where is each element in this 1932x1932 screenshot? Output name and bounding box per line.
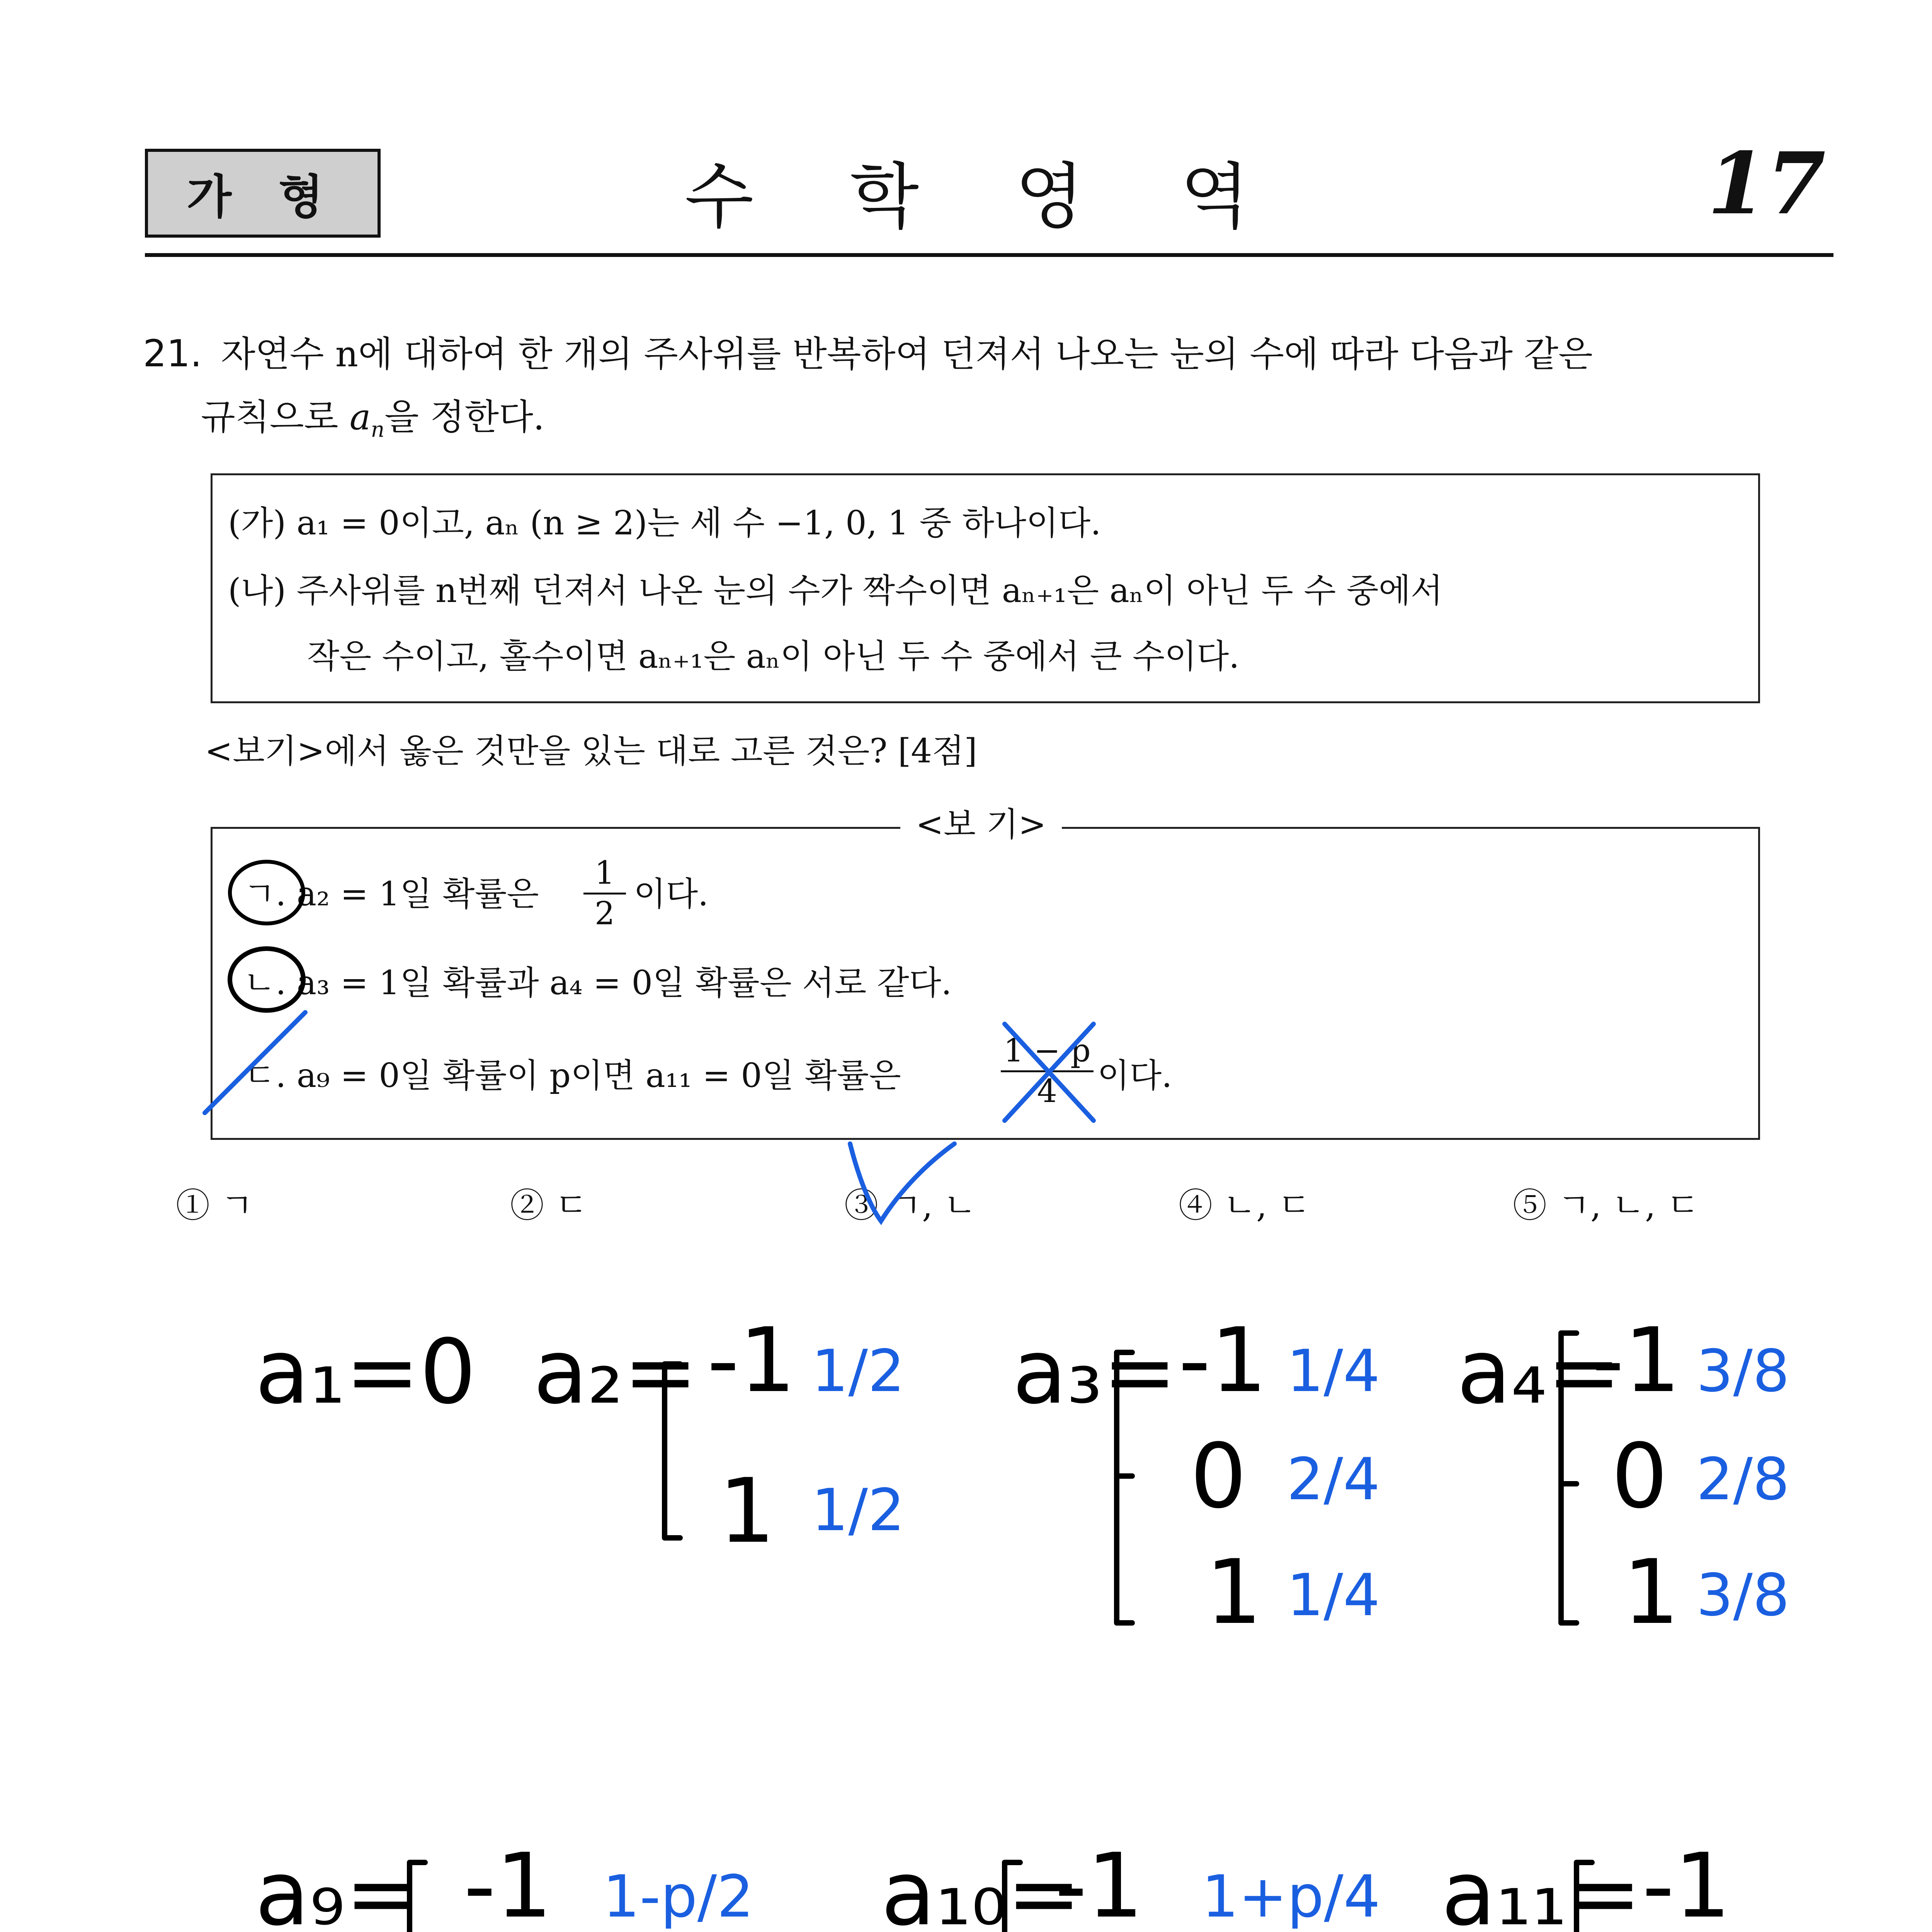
hw-a3-prob-1: 2/4: [1287, 1446, 1380, 1513]
bogi-item-3-end: 이다.: [1097, 1056, 1172, 1095]
hw-a4-prob-0: 3/8: [1696, 1338, 1790, 1405]
condition-ga: (가) a₁ = 0이고, aₙ (n ≥ 2)는 세 수 −1, 0, 1 중 하나이다.: [228, 504, 1101, 543]
question-stem-line2: 규칙으로 $a_n$을 정한다.: [201, 396, 545, 442]
bogi-item-3: ㄷ. a₉ = 0일 확률이 p이면 a₁₁ = 0일 확률은: [243, 1056, 901, 1095]
hw-a3-value-0: -1: [1179, 1309, 1267, 1412]
hw-a3-value-2: 1: [1206, 1541, 1262, 1644]
hw-a3-label: a₃=: [1012, 1321, 1177, 1424]
choice-3[interactable]: ③ ㄱ, ㄴ: [844, 1185, 976, 1225]
hw-a2-prob-0: 1/2: [811, 1338, 905, 1405]
hw-a2-value-0: -1: [707, 1309, 796, 1412]
handwritten-work: [0, 1275, 1932, 1932]
question-number: 21.: [143, 332, 202, 375]
hw-a1: a₁=0: [255, 1321, 476, 1424]
hw-a3-prob-0: 1/4: [1287, 1338, 1380, 1405]
condition-na-line2: 작은 수이고, 홀수이면 aₙ₊₁은 aₙ이 아닌 두 수 중에서 큰 수이다.: [307, 637, 1240, 676]
hw-a2-prob-1: 1/2: [811, 1477, 905, 1544]
question-prompt: <보기>에서 옳은 것만을 있는 대로 고른 것은? [4점]: [205, 732, 977, 770]
hw-a4-value-0: -1: [1592, 1309, 1681, 1412]
hw-a4-prob-1: 2/8: [1696, 1446, 1790, 1513]
bogi-item-2-label: ㄴ.: [243, 964, 286, 1002]
hw-a2-value-1: 1: [719, 1460, 776, 1563]
bogi-item-3-label: ㄷ.: [243, 1056, 286, 1095]
choice-2[interactable]: ② ㄷ: [510, 1185, 588, 1225]
hw-a9-value-0: -1: [464, 1835, 553, 1932]
subject-title: 수 학 영 역: [684, 155, 1286, 238]
bogi-item-2: ㄴ. a₃ = 1일 확률과 a₄ = 0일 확률은 서로 같다.: [243, 964, 952, 1002]
hw-a10-prob-0: 1+p/4: [1202, 1863, 1381, 1930]
page-number: 17: [1707, 133, 1826, 233]
bogi-item-1-end: 이다.: [634, 875, 709, 913]
check-mark-choice-3: [850, 1144, 954, 1221]
choice-5[interactable]: ⑤ ㄱ, ㄴ, ㄷ: [1513, 1185, 1699, 1225]
circle-mark-giyeok: [230, 862, 303, 923]
hw-a11-value-0: -1: [1642, 1835, 1731, 1932]
bogi-item-3-fraction: 1 − p 4: [1001, 1032, 1094, 1111]
bogi-item-1: ㄱ. a₂ = 1일 확률은: [243, 875, 539, 913]
hw-a4-label: a₄=: [1457, 1321, 1621, 1424]
hw-a9-prob-0: 1-p/2: [603, 1863, 754, 1930]
hw-a4-value-1: 0: [1611, 1425, 1668, 1528]
hw-a2-label: a₂=: [533, 1321, 698, 1424]
circle-mark-nieun: [230, 949, 303, 1010]
choice-4[interactable]: ④ ㄴ, ㄷ: [1179, 1185, 1311, 1225]
condition-na-line1: (나) 주사위를 n번째 던져서 나온 눈의 수가 짝수이면 aₙ₊₁은 aₙ이 아닌 두 수 중에서: [228, 571, 1443, 610]
question-text-line1: 자연수 n에 대하여 한 개의 주사위를 반복하여 던져서 나오는 눈의 수에 따라 다음과 같은: [221, 333, 1593, 375]
bogi-item-1-label: ㄱ.: [243, 875, 286, 913]
hw-a3-prob-2: 1/4: [1287, 1562, 1380, 1629]
hw-a10-value-0: -1: [1055, 1835, 1144, 1932]
bogi-item-1-fraction: 1 2: [583, 854, 626, 933]
hw-a4-prob-2: 3/8: [1696, 1562, 1790, 1629]
strike-mark-fraction: [1005, 1024, 1094, 1121]
hw-a10-label: a₁₀=: [881, 1842, 1082, 1932]
choice-1[interactable]: ① ㄱ: [176, 1185, 253, 1225]
hw-a3-value-1: 0: [1190, 1425, 1247, 1528]
exam-type-label: 가 형: [187, 170, 339, 224]
hw-a11-label: a₁₁=: [1441, 1842, 1642, 1932]
hw-a4-value-2: 1: [1623, 1541, 1680, 1644]
strike-mark-digeut: [205, 1012, 305, 1113]
bogi-title: <보 기>: [900, 792, 1062, 857]
hw-a9-label: a₉=: [255, 1842, 420, 1932]
